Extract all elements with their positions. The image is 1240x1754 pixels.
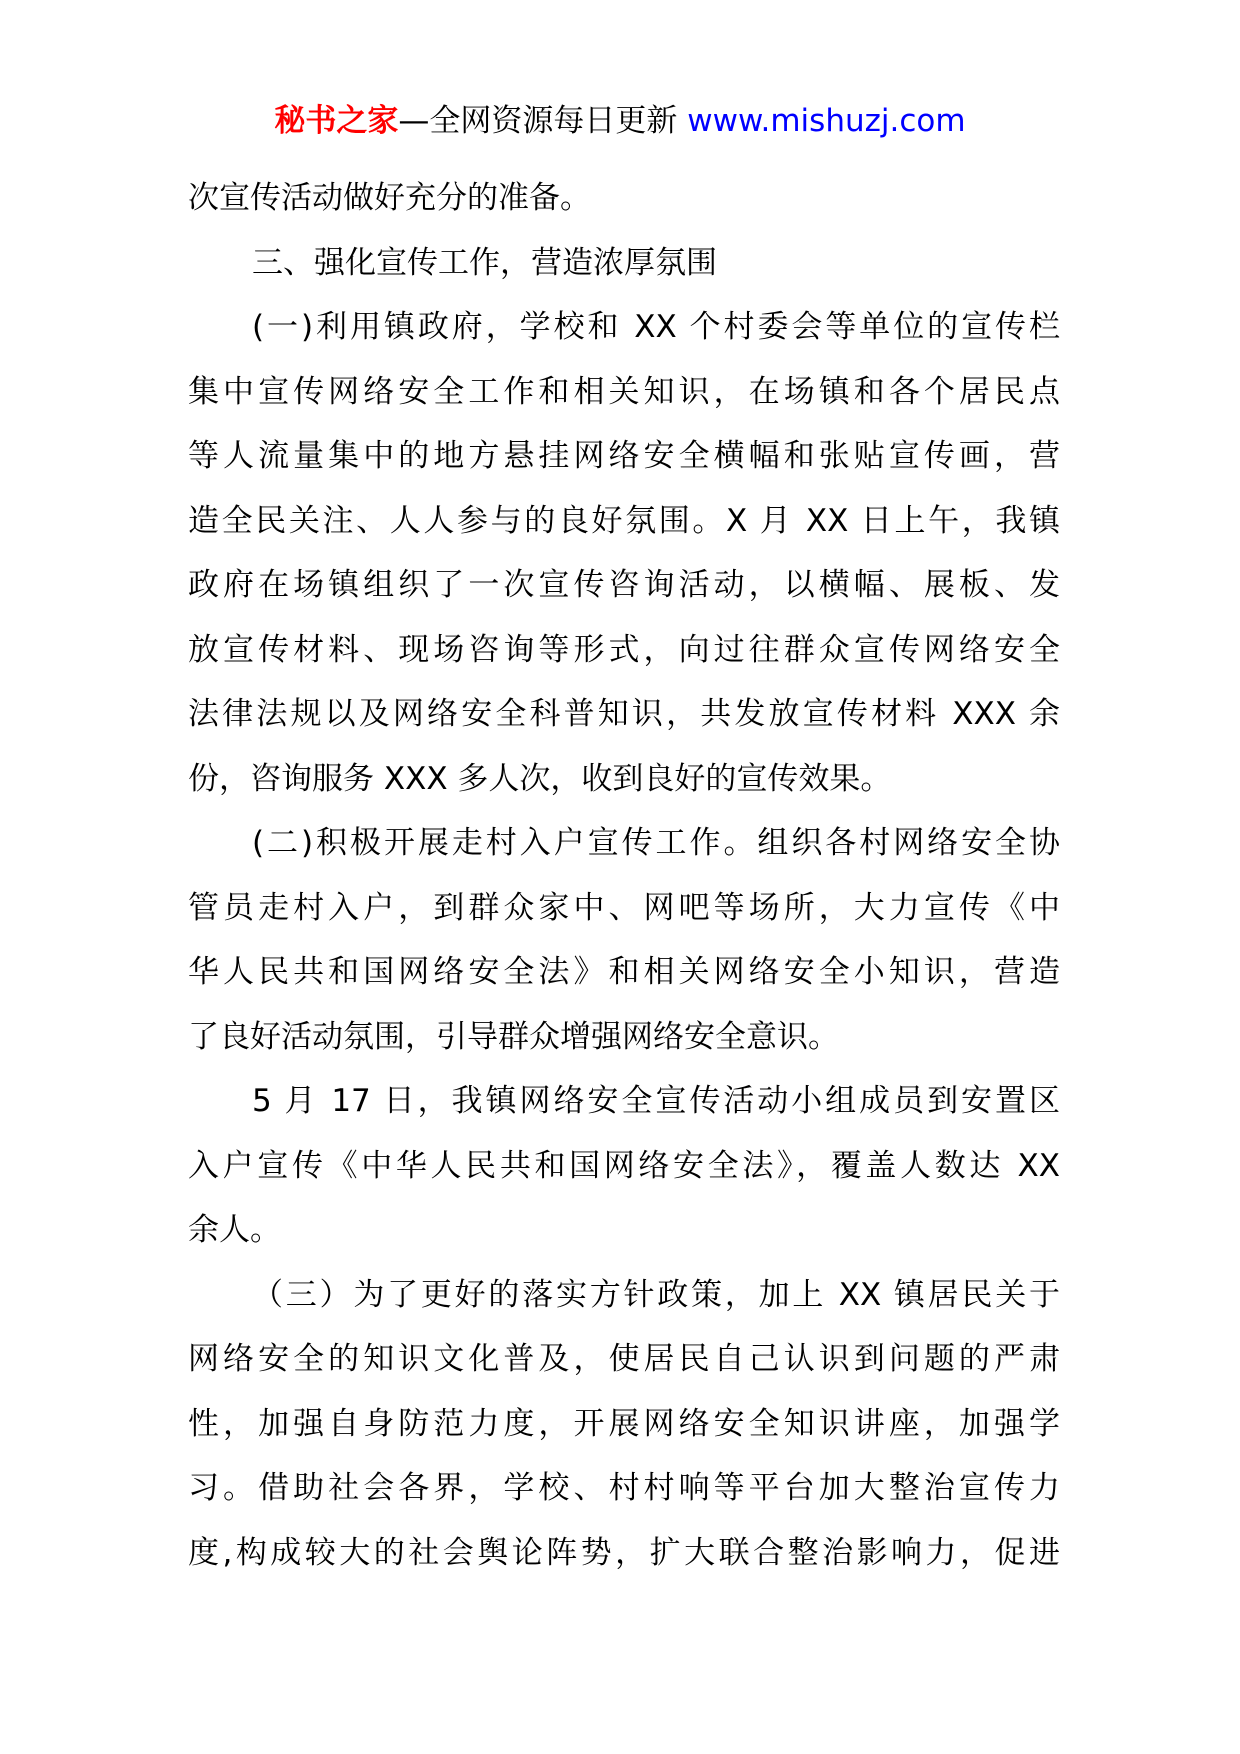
paragraph-line: 造全民关注、人人参与的良好氛围。X 月 XX 日上午，我镇: [188, 502, 1060, 539]
paragraph-line: 法律法规以及网络安全科普知识，共发放宣传材料 XXX 余: [188, 696, 1060, 732]
page-header: [0, 101, 1240, 141]
paragraph-line: (一)利用镇政府，学校和 XX 个村委会等单位的宣传栏: [252, 309, 1060, 345]
paragraph-line: 份，咨询服务 XXX 多人次，收到良好的宣传效果。: [188, 760, 892, 797]
paragraph-line: 度,构成较大的社会舆论阵势，扩大联合整治影响力，促进: [188, 1534, 1060, 1571]
paragraph-line: (二)积极开展走村入户宣传工作。组织各村网络安全协: [252, 825, 1060, 861]
document-body: [188, 166, 1060, 1585]
paragraph-line: 了良好活动氛围，引导群众增强网络安全意识。: [188, 1018, 839, 1055]
paragraph-line: 习。借助社会各界，学校、村村响等平台加大整治宣传力: [188, 1470, 1060, 1506]
paragraph-line: 华人民共和国网络安全法》和相关网络安全小知识，营造: [188, 954, 1060, 990]
paragraph-line: （三）为了更好的落实方针政策，加上 XX 镇居民关于: [252, 1276, 1060, 1313]
paragraph-line: 集中宣传网络安全工作和相关知识，在场镇和各个居民点: [188, 373, 1060, 410]
paragraph-line: 政府在场镇组织了一次宣传咨询活动，以横幅、展板、发: [188, 567, 1060, 603]
paragraph-line: 次宣传活动做好充分的准备。: [188, 180, 591, 216]
section-heading: 三、强化宣传工作，营造浓厚氛围: [252, 244, 717, 281]
paragraph-line: 性，加强自身防范力度，开展网络安全知识讲座，加强学: [188, 1405, 1060, 1442]
paragraph-line: 5 月 17 日，我镇网络安全宣传活动小组成员到安置区: [252, 1083, 1060, 1119]
paragraph-line: 网络安全的知识文化普及，使居民自己认识到问题的严肃: [188, 1341, 1060, 1377]
brand-name: 秘书之家: [274, 103, 399, 139]
paragraph-line: 等人流量集中的地方悬挂网络安全横幅和张贴宣传画，营: [188, 438, 1060, 474]
paragraph-line: 入户宣传《中华人民共和国网络安全法》，覆盖人数达 XX: [188, 1147, 1060, 1184]
paragraph-line: 管员走村入户，到群众家中、网吧等场所，大力宣传《中: [188, 889, 1060, 926]
paragraph-line: 放宣传材料、现场咨询等形式，向过往群众宣传网络安全: [188, 631, 1060, 668]
site-url-link[interactable]: www.mishuzj.com: [687, 103, 966, 139]
header-tagline: —全网资源每日更新: [398, 103, 688, 139]
paragraph-line: 余人。: [188, 1212, 281, 1248]
